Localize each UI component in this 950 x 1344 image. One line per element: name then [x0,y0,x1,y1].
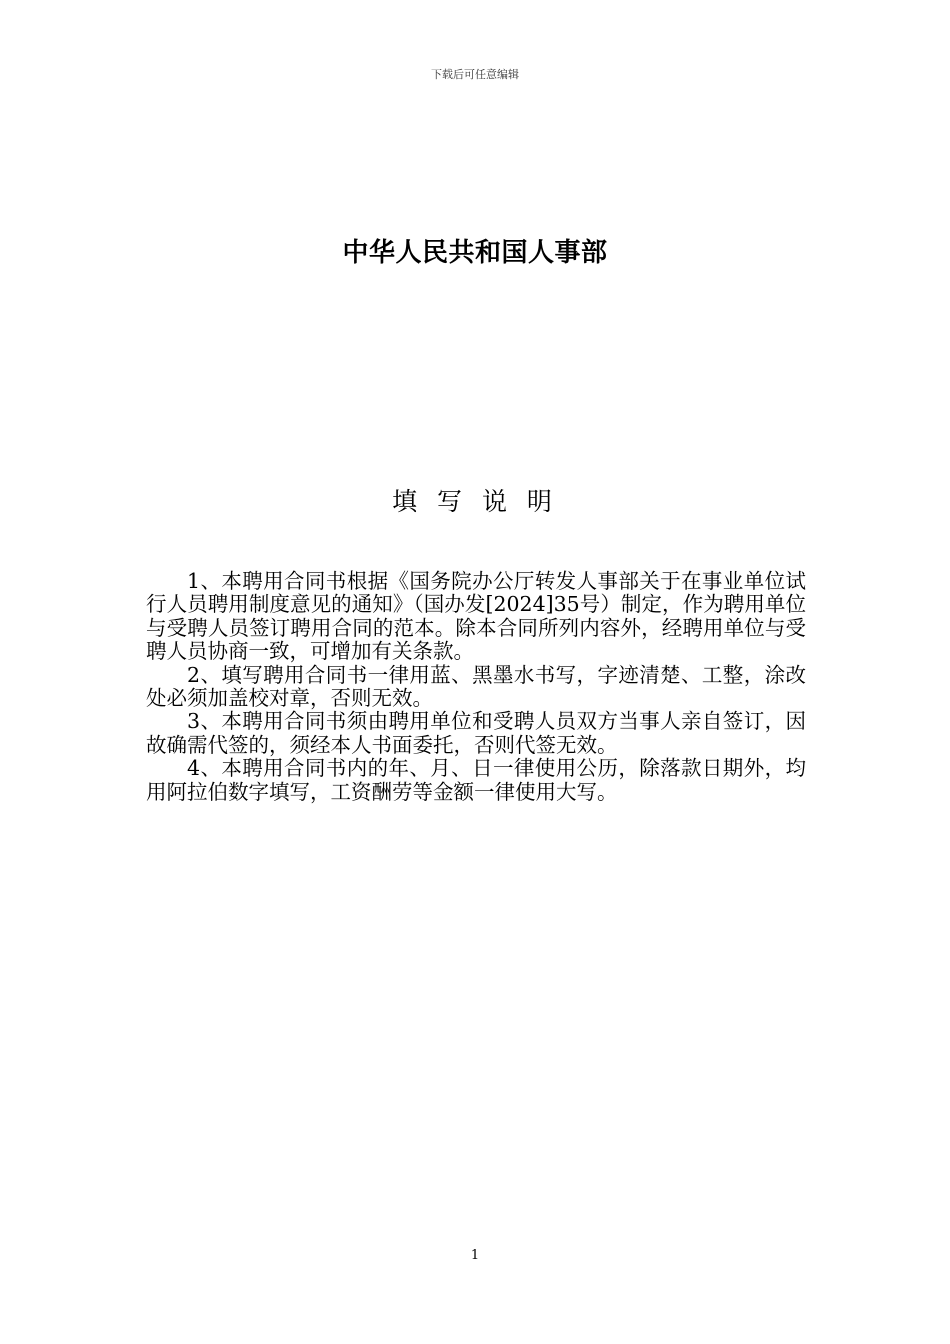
issuer-title: 中华人民共和国人事部 [342,238,608,268]
instruction-item-4: 4、本聘用合同书内的年、月、日一律使用公历，除落款日期外，均用阿拉伯数字填写，工资酬劳等金额一律使用大写。 [146,756,806,804]
instructions-body [146,570,806,804]
header-note: 下载后可任意编辑 [431,68,519,81]
section-title: 填 写 说 明 [392,487,558,516]
instruction-item-1: 1、本聘用合同书根据《国务院办公厅转发人事部关于在事业单位试行人员聘用制度意见的通知》（国办发[2024]35号）制定，作为聘用单位与受聘人员签订聘用合同的范本。除本合同所列内容外，经聘用单位与受聘人员协商一致，可增加有关条款。 [146,569,806,664]
page-number: 1 [470,1248,480,1263]
instruction-item-3: 3、本聘用合同书须由聘用单位和受聘人员双方当事人亲自签订，因故确需代签的，须经本人书面委托，否则代签无效。 [146,709,806,757]
instruction-item-2: 2、填写聘用合同书一律用蓝、黑墨水书写，字迹清楚、工整，涂改处必须加盖校对章，否则无效。 [146,662,806,711]
